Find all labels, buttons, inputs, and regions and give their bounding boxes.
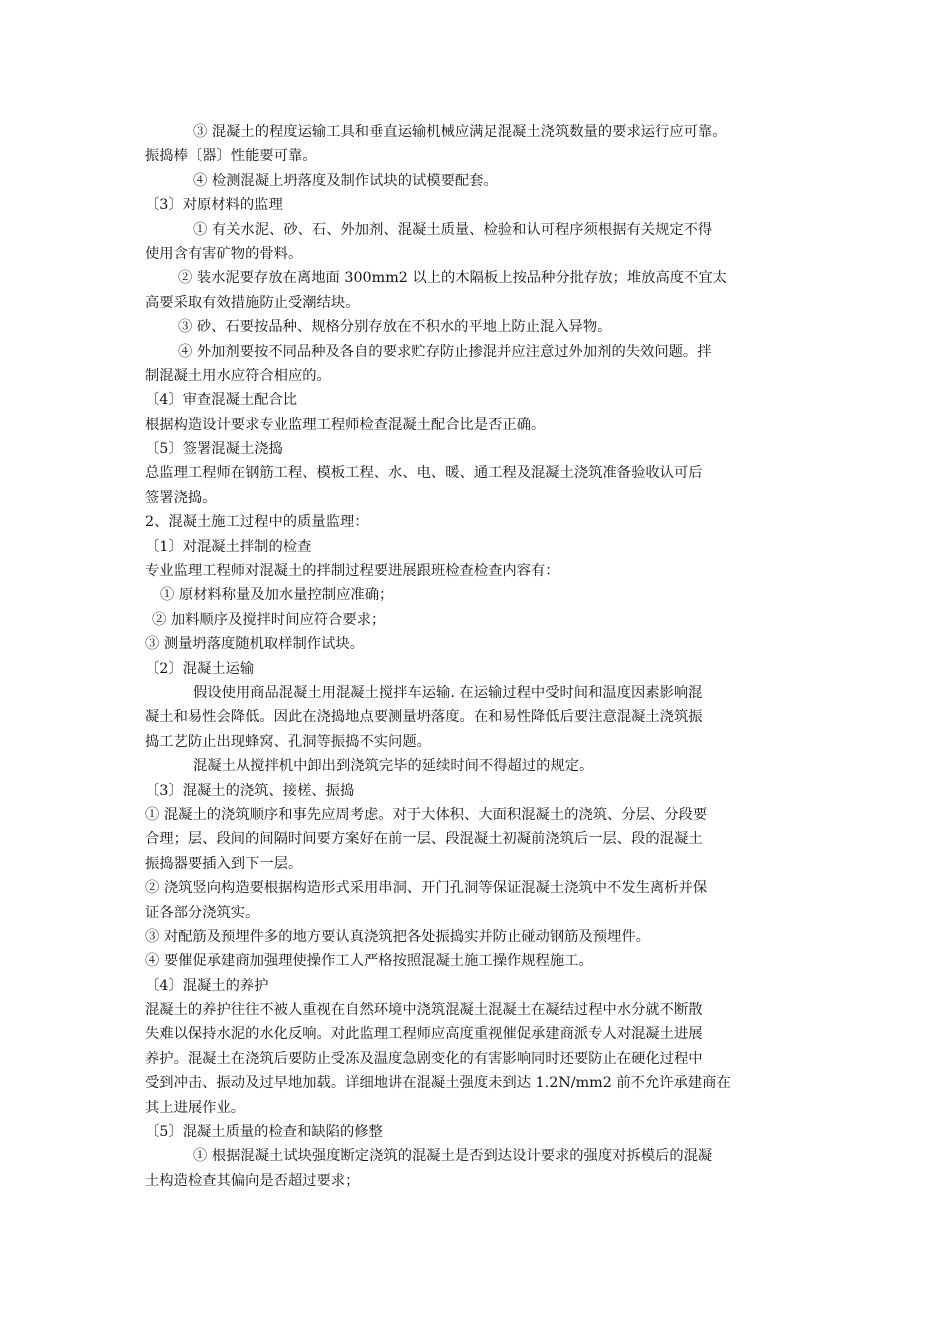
paragraph-line: 合理；层、段间的间隔时间要方案好在前一层、段混凝土初凝前浇筑后一层、段的混凝土	[145, 831, 703, 848]
paragraph-line: 根据构造设计要求专业监理工程师检查混凝土配合比是否正确。	[145, 416, 546, 433]
list-item: ④ 外加剂要按不同品种及各自的要求贮存防止掺混并应注意过外加剂的失效问题。拌	[178, 343, 712, 360]
list-item: ③ 对配筋及预埋件多的地方要认真浇筑把各处振捣实并防止碰动钢筋及预埋件。	[145, 928, 650, 945]
list-item: ① 混凝土的浇筑顺序和事先应周考虑。对于大体积、大面积混凝土的浇筑、分层、分段要	[145, 806, 708, 823]
paragraph-line: 凝土和易性会降低。因此在浇捣地点要测量坍落度。在和易性降低后要注意混凝土浇筑振	[145, 709, 703, 726]
paragraph-line: 其上进展作业。	[145, 1099, 246, 1116]
list-item: ④ 要催促承建商加强理使操作工人严格按照混凝土施工操作规程施工。	[145, 953, 593, 970]
section-heading: 〔2〕混凝土运输	[145, 660, 255, 677]
paragraph-line: 总监理工程师在钢筋工程、模板工程、水、电、暖、通工程及混凝土浇筑准备验收认可后	[145, 465, 703, 482]
section-heading: 〔5〕签署混凝土浇捣	[145, 441, 283, 458]
document-body	[0, 120, 950, 1193]
paragraph-line: 振捣棒〔器〕性能要可靠。	[145, 148, 317, 165]
paragraph-line: 高要采取有效措施防止受潮结块。	[145, 294, 360, 311]
list-item: ③ 混凝土的程度运输工具和垂直运输机械应满足混凝土浇筑数量的要求运行应可靠。	[193, 124, 727, 140]
paragraph-line: 土构造检查其偏向是否超过要求；	[145, 1172, 360, 1189]
paragraph-line: 捣工艺防止出现蜂窝、孔洞等振捣不实问题。	[145, 733, 431, 750]
paragraph-line: 证各部分浇筑实。	[145, 904, 260, 921]
list-item: ② 装水泥要存放在离地面 300mm2 以上的木隔板上按品种分批存放；堆放高度不宜太	[178, 270, 727, 287]
paragraph-line: 专业监理工程师对混凝土的拌制过程要进展跟班检查检查内容有：	[145, 563, 560, 580]
paragraph-line: 受到冲击、振动及过早地加载。详细地讲在混凝土强度未到达 1.2N/mm2 前不允许承建商在	[145, 1075, 731, 1092]
paragraph-line: 混凝土的养护往往不被人重视在自然环境中浇筑混凝土混凝土在凝结过程中水分就不断散	[145, 1002, 703, 1019]
chapter-heading: 2、混凝土施工过程中的质量监理：	[145, 514, 369, 531]
list-item: ① 根据混凝土试块强度断定浇筑的混凝土是否到达设计要求的强度对拆模后的混凝	[193, 1148, 713, 1165]
list-item: ③ 测量坍落度随机取样制作试块。	[145, 636, 364, 653]
section-heading: 〔3〕混凝土的浇筑、接槎、振捣	[145, 782, 355, 799]
paragraph-line: 养护。混凝土在浇筑后要防止受冻及温度急剧变化的有害影响同时还要防止在硬化过程中	[145, 1050, 703, 1067]
section-heading: 〔4〕混凝土的养护	[145, 977, 269, 994]
section-heading: 〔5〕混凝土质量的检查和缺陷的修整	[145, 1124, 383, 1141]
paragraph-line: 失难以保持水泥的水化反响。对此监理工程师应高度重视催促承建商派专人对混凝土进展	[145, 1026, 703, 1043]
list-item: ② 加料顺序及搅拌时间应符合要求；	[152, 611, 386, 628]
list-item: ② 浇筑竖向构造要根据构造形式采用串洞、开门孔洞等保证混凝土浇筑中不发生离析并保	[145, 880, 708, 897]
paragraph-line: 假设使用商品混凝土用混凝土搅拌车运输. 在运输过程中受时间和温度因素影响混	[193, 684, 703, 701]
paragraph-line: 签署浇捣。	[145, 489, 217, 506]
paragraph-line: 振捣器要插入到下一层。	[145, 855, 303, 872]
section-heading: 〔1〕对混凝土拌制的检查	[145, 538, 312, 555]
list-item: ① 有关水泥、砂、石、外加剂、混凝土质量、检验和认可程序须根据有关规定不得	[193, 221, 713, 238]
section-heading: 〔4〕审查混凝土配合比	[145, 392, 298, 409]
paragraph-line: 使用含有害矿物的骨料。	[145, 245, 303, 262]
section-heading: 〔3〕对原材料的监理	[145, 197, 283, 214]
list-item: ④ 检测混凝上坍落度及制作试块的试模要配套。	[193, 172, 498, 189]
list-item: ① 原材料称量及加水量控制应准确；	[160, 587, 394, 604]
list-item: ③ 砂、石要按品种、规格分别存放在不积水的平地上防止混入异物。	[178, 319, 612, 336]
paragraph-line: 混凝土从搅拌机中卸出到浇筑完毕的延续时间不得超过的规定。	[193, 758, 594, 775]
paragraph-line: 制混凝土用水应符合相应的。	[145, 367, 331, 384]
